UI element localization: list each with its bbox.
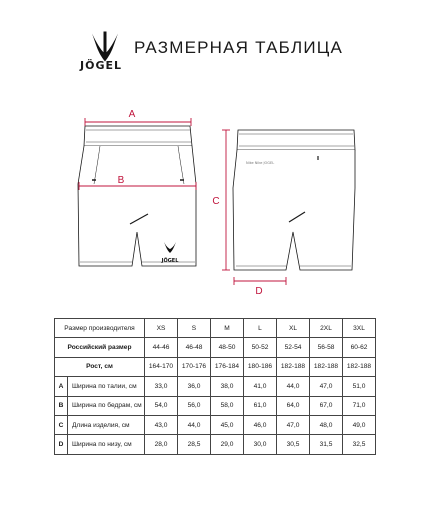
height-cell: 170-176 <box>178 357 211 376</box>
height-cell: 176-184 <box>211 357 244 376</box>
value-cell: 33,0 <box>145 377 178 396</box>
height-cell: 164-170 <box>145 357 178 376</box>
value-cell: 71,0 <box>343 396 376 415</box>
value-cell: 44,0 <box>277 377 310 396</box>
header-label: Размер производителя <box>55 319 145 338</box>
ru-size-cell: 44-46 <box>145 338 178 357</box>
value-cell: 46,0 <box>244 415 277 434</box>
table-row <box>55 377 376 396</box>
size-cell: S <box>178 319 211 338</box>
table-row <box>55 415 376 434</box>
value-cell: 44,0 <box>178 415 211 434</box>
ru-size-cell: 50-52 <box>244 338 277 357</box>
row-letter: A <box>55 377 68 396</box>
value-cell: 29,0 <box>211 435 244 454</box>
table-row <box>55 338 376 357</box>
size-cell: XL <box>277 319 310 338</box>
value-cell: 47,0 <box>310 377 343 396</box>
value-cell: 28,0 <box>145 435 178 454</box>
value-cell: 30,5 <box>277 435 310 454</box>
dimension-a-label: A <box>128 109 136 120</box>
value-cell: 30,0 <box>244 435 277 454</box>
ru-size-label: Российский размер <box>55 338 145 357</box>
size-cell: L <box>244 319 277 338</box>
value-cell: 45,0 <box>211 415 244 434</box>
table-row <box>55 435 376 454</box>
value-cell: 36,0 <box>178 377 211 396</box>
table-row <box>55 357 376 376</box>
value-cell: 56,0 <box>178 396 211 415</box>
value-cell: 31,5 <box>310 435 343 454</box>
table-row <box>55 319 376 338</box>
size-table <box>54 318 376 455</box>
shorts-logo-text: JÖGEL <box>161 258 179 264</box>
value-cell: 28,5 <box>178 435 211 454</box>
ru-size-cell: 48-50 <box>211 338 244 357</box>
value-cell: 67,0 <box>310 396 343 415</box>
size-cell: 3XL <box>343 319 376 338</box>
value-cell: 61,0 <box>244 396 277 415</box>
height-label: Рост, см <box>55 357 145 376</box>
side-shorts-tag: Nike Nike JOGEL <box>246 161 275 165</box>
dimension-c <box>222 130 230 270</box>
value-cell: 47,0 <box>277 415 310 434</box>
value-cell: 41,0 <box>244 377 277 396</box>
height-cell: 182-188 <box>310 357 343 376</box>
ru-size-cell: 56-58 <box>310 338 343 357</box>
value-cell: 64,0 <box>277 396 310 415</box>
dimension-c-label: C <box>212 196 220 207</box>
side-shorts-icon <box>233 130 355 270</box>
dimension-b-label: B <box>117 175 125 186</box>
measure-label: Ширина по талии, см <box>68 377 145 396</box>
dimension-a <box>85 118 191 126</box>
ru-size-cell: 60-62 <box>343 338 376 357</box>
dimension-d <box>234 277 286 285</box>
value-cell: 58,0 <box>211 396 244 415</box>
dimension-d-label: D <box>255 286 263 297</box>
page-title: РАЗМЕРНАЯ ТАБЛИЦА <box>134 38 344 57</box>
value-cell: 43,0 <box>145 415 178 434</box>
value-cell: 51,0 <box>343 377 376 396</box>
height-cell: 182-188 <box>277 357 310 376</box>
ru-size-cell: 52-54 <box>277 338 310 357</box>
size-cell: M <box>211 319 244 338</box>
row-letter: C <box>55 415 68 434</box>
front-shorts-icon <box>78 126 196 266</box>
row-letter: D <box>55 435 68 454</box>
measure-label: Ширина по бедрам, см <box>68 396 145 415</box>
value-cell: 54,0 <box>145 396 178 415</box>
value-cell: 38,0 <box>211 377 244 396</box>
table-row <box>55 396 376 415</box>
height-cell: 182-188 <box>343 357 376 376</box>
height-cell: 180-186 <box>244 357 277 376</box>
size-cell: 2XL <box>310 319 343 338</box>
measure-label: Ширина по низу, см <box>68 435 145 454</box>
value-cell: 32,5 <box>343 435 376 454</box>
size-cell: XS <box>145 319 178 338</box>
row-letter: B <box>55 396 68 415</box>
ru-size-cell: 46-48 <box>178 338 211 357</box>
measure-label: Длина изделия, см <box>68 415 145 434</box>
value-cell: 48,0 <box>310 415 343 434</box>
brand-name: JÖGEL <box>80 59 122 72</box>
value-cell: 49,0 <box>343 415 376 434</box>
